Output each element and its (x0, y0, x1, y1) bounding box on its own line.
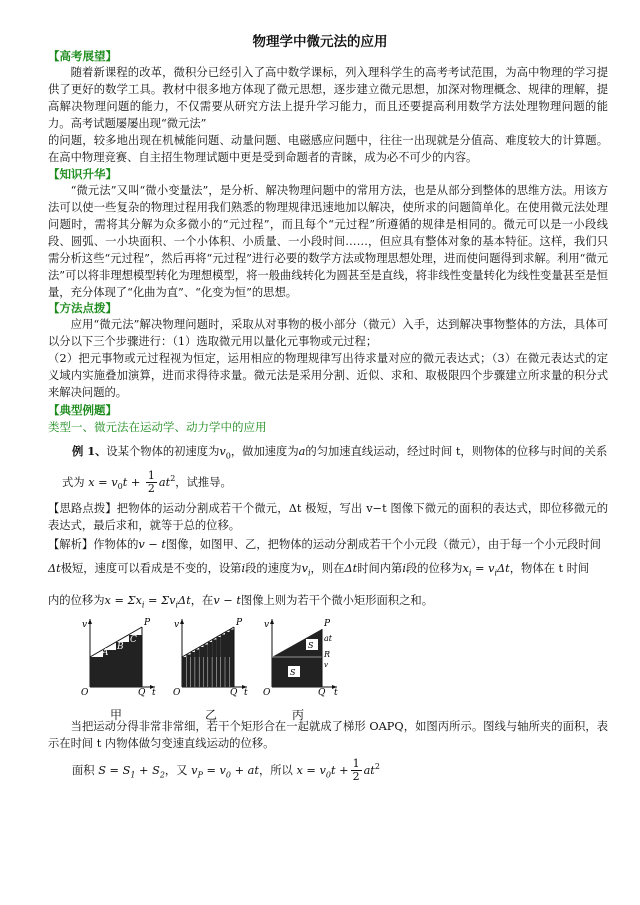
example-1-line-1: 例 1、设某个物体的初速度为$v_0$，做加速度为a的匀加速直线运动，经过时间 t，则物体的位移与时间的关系 (72, 444, 608, 461)
jiexi-line-3: 内的位移为$x = \Sigma x_i = \Sigma v_i\Delta t$，在v − t图像上则为若干个微小矩形面积之和。 (48, 594, 433, 610)
caption-jia: 甲 (110, 708, 123, 722)
svg-text:O: O (173, 688, 181, 697)
svg-text:t: t (244, 688, 248, 697)
svg-text:S: S (308, 641, 314, 650)
caption-bing: 丙 (292, 708, 305, 722)
svg-text:Q: Q (318, 688, 326, 697)
svg-text:P: P (324, 619, 331, 629)
svg-text:t: t (152, 688, 156, 697)
section-heading-type1: 类型一、微元法在运动学、动力学中的应用 (48, 420, 267, 434)
paragraph-zhishi: “微元法”又叫“微小变量法”，是分析、解决物理问题中的常用方法，也是从部分到整体的思维方法。用该方法可以使一些复杂的物理过程用我们熟悉的物理规律迅速地加以解决，使所求的问题简单化。在使用微元法处理问题时，需将其分解为众多微小的“元过程”，而且每个“元过程”所遵循的规律是相同的。微元可以是一小段线段、圆弧、一小块面积、一个小体积、小质量、一小段时间……，但应具有整体对象的基本特征。这样，我们只需分析这些“元过程”，然后再将“元过程”进行必要的数学方法或物理思想处理，进而使问题得到求解。利用“微元法”可以将非理想模型转化为理想模型，将一般曲线转化为圆甚至是直线，将非线性变量转化为线性变量甚至是恒量，充分体现了“化曲为直”、“化变为恒”的思想。 (48, 184, 608, 299)
section-heading-dianxing: 【典型例题】 (48, 403, 117, 417)
svg-text:C: C (130, 635, 137, 645)
svg-text:A: A (102, 648, 109, 658)
svg-text:at: at (324, 634, 332, 643)
section-heading-fangfa: 【方法点拨】 (48, 301, 117, 315)
fraction-half: $\frac{1}{2}$ (147, 469, 155, 496)
paragraph-trapezoid: 当把运动分得非常非常细，若干个矩形合在一起就成了梯形 OAPQ，如图丙所示。图线与轴所夹的面积，表示在时间 t 内物体做匀变速直线运动的位移。 (48, 720, 608, 750)
page-title: 物理学中微元法的应用 (252, 34, 388, 50)
section-heading-zhishi: 【知识升华】 (48, 167, 117, 181)
section-heading-gaokao: 【高考展望】 (48, 49, 117, 63)
svg-text:P: P (236, 618, 243, 628)
svg-text:Q: Q (138, 688, 146, 697)
svg-text:B: B (117, 642, 124, 652)
jiexi-line-2: Δt极短，速度可以看成是不变的，设第i段的速度为$v_i$，则在Δt时间内第i段的位移为$x_i = v_i\Delta t$，物体在 t 时间 (48, 562, 590, 578)
displacement-formula: x (88, 475, 95, 489)
paragraph-gaokao: 随着新课程的改革，微积分已经引入了高中数学课标，列入理科学生的高考考试范围，为高中物理的学习提供了更好的数学工具。教材中很多地方体现了微元思想，逐步建立微元思想，加深对物理概念、规律的理解，提高解决物理问题的能力，不仅需要从研究方法上提升学习能力，而且还要提高利用数学方法处理物理问题的能力。高考试题屡屡出现“微元法” (48, 66, 608, 130)
paragraph-fangfa-2: （2）把元事物或元过程视为恒定，运用相应的物理规律写出待求量对应的微元表达式；（3）在微元表达式的定义域内实施叠加演算，进而求得待求量。微元法是采用分割、近似、求和、取极限四个步骤建立所求量的积分式来解决问题的。 (48, 352, 608, 399)
svg-text:O: O (81, 688, 89, 697)
svg-text:v: v (264, 620, 270, 630)
final-formula-line: 面积 $S = S_1 + S_2$，又 $v_P = v_0$ + at，所以 $x = v_0t$ + $\frac{1}{2}$ $at^2$ (72, 757, 380, 784)
example-1-line-2: 式为 $x = v_0t$ + $\frac{1}{2}$ $at^2$，试推导。 (62, 469, 232, 496)
figure-bing (262, 617, 342, 697)
svg-text:v: v (82, 620, 88, 630)
svg-text:P: P (144, 618, 151, 628)
example-label: 例 1、 (72, 444, 107, 458)
svg-text:t: t (334, 688, 338, 697)
v0-symbol: $v_0$ (219, 445, 231, 461)
paragraph-silu: 【思路点拨】把物体的运动分割成若干个微元，Δt 极短，写出 v−t 图像下微元的面积的表达式，即位移微元的表达式，最后求和，就等于总的位移。 (48, 502, 608, 532)
caption-yi: 乙 (205, 708, 218, 722)
svg-text:v: v (324, 661, 328, 669)
svg-text:R: R (324, 650, 331, 659)
paragraph-fangfa-1: 应用“微元法”解决物理问题时，采取从对事物的极小部分（微元）入手，达到解决事物整体的方法，具体可以分以下三个步骤进行：（1）选取微元用以量化元事物或元过程； (48, 318, 608, 348)
svg-text:S: S (290, 668, 296, 677)
figure-yi (172, 617, 252, 697)
jiexi-line-1: 【解析】作物体的v − t图像，如图甲、乙，把物体的运动分割成若干个小元段（微元），由于每一个小元段时间 (48, 538, 601, 551)
svg-text:O: O (263, 688, 271, 697)
paragraph-gaokao-cont: 的问题，较多地出现在机械能问题、动量问题、电磁感应问题中，往往一出现就是分值高、难度较大的计算题。在高中物理竞赛、自主招生物理试题中更是受到命题者的青睐，成为必不可少的内容。 (48, 134, 608, 164)
figure-jia (80, 617, 160, 697)
svg-text:v: v (174, 620, 180, 630)
svg-text:Q: Q (230, 688, 238, 697)
